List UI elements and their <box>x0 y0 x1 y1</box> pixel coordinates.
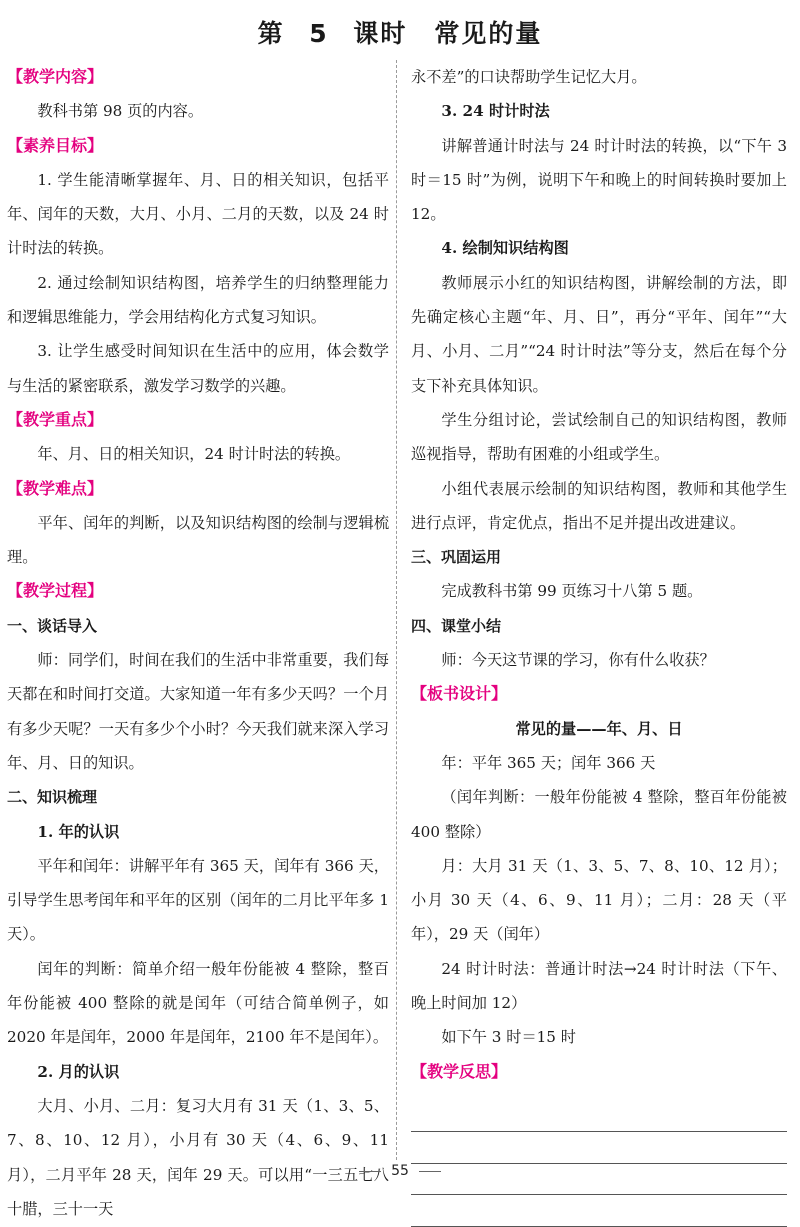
heading-reflection: 【教学反思】 <box>411 1061 508 1081</box>
goal-1: 1. 学生能清晰掌握年、月、日的相关知识，包括平年、闰年的天数，大月、小月、二月的天数，以及 24 时计时法的转换。 <box>7 170 389 258</box>
page-number: 55 <box>391 1163 409 1179</box>
heading-key-points: 【教学重点】 <box>7 409 104 429</box>
difficulties-text: 平年、闰年的判断，以及知识结构图的绘制与逻辑梳理。 <box>7 513 389 567</box>
subsection-chart-heading: 4. 绘制知识结构图 <box>441 239 569 258</box>
heading-board-design: 【板书设计】 <box>411 684 508 704</box>
subsection-month-heading: 2. 月的认识 <box>37 1062 120 1081</box>
chart-text-3: 小组代表展示绘制的知识结构图，教师和其他学生进行点评，肯定优点，指出不足并提出改进建议。 <box>411 479 787 532</box>
teaching-content-text: 教科书第 98 页的内容。 <box>37 102 204 121</box>
section-intro-heading: 一、谈话导入 <box>7 616 98 635</box>
heading-process: 【教学过程】 <box>7 581 104 601</box>
year-text-1: 平年和闰年：讲解平年有 365 天，闰年有 366 天，引导学生思考闰年和平年的区别（闰年的二月比平年多 1 天）。 <box>7 856 389 944</box>
board-24h: 24 时计时法：普通计时法→24 时计时法（下午、晚上时间加 12） <box>411 959 787 1013</box>
practice-text: 完成教科书第 99 页练习十八第 5 题。 <box>441 582 703 601</box>
time24-text: 讲解普通计时法与 24 时计时法的转换，以“下午 3 时＝15 时”为例，说明下午和晚上的时间转换时要加上 12。 <box>411 136 787 224</box>
subsection-year-heading: 1. 年的认识 <box>37 822 120 841</box>
year-text-2: 闰年的判断：简单介绍一般年份能被 4 整除，整百年份能被 400 整除的就是闰年（可结合简单例子，如 2020 年是闰年，2000 年是闰年，2100 年不是闰年）。 <box>7 959 389 1047</box>
summary-text: 师：今天这节课的学习，你有什么收获？ <box>441 651 715 670</box>
page-title: 第 5 课时 常见的量 <box>257 19 543 48</box>
section-summary-heading: 四、课堂小结 <box>411 616 502 635</box>
writing-line <box>411 1101 787 1133</box>
writing-line <box>411 1132 787 1164</box>
goal-3: 3. 让学生感受时间知识在生活中的应用，体会数学与生活的紧密联系，激发学习数学的兴趣。 <box>7 342 389 395</box>
intro-text: 师：同学们，时间在我们的生活中非常重要，我们每天都在和时间打交道。大家知道一年有多少天吗？一个月有多少天呢？一天有多少个小时？今天我们就来深入学习年、月、日的知识。 <box>7 651 389 772</box>
footer-dash-left <box>359 1171 381 1172</box>
page-number-footer <box>0 1163 800 1179</box>
board-year: 年：平年 365 天；闰年 366 天 <box>441 753 656 772</box>
chart-text-1: 教师展示小红的知识结构图，讲解绘制的方法，即先确定核心主题“年、月、日”，再分“平年、闰年”“大月、小月、二月”“24 时计时法”等分支，然后在每个分支下补充具体知识。 <box>411 273 787 395</box>
subsection-24h-heading: 3. 24 时计时法 <box>441 102 550 121</box>
footer-dash-right <box>419 1171 441 1172</box>
board-example: 如下午 3 时＝15 时 <box>441 1028 576 1047</box>
key-points-text: 年、月、日的相关知识，24 时计时法的转换。 <box>37 445 351 464</box>
board-month: 月：大月 31 天（1、3、5、7、8、10、12 月）；小月 30 天（4、6、9、11 月）；二月：28 天（平年），29 天（闰年） <box>411 856 787 944</box>
heading-goals: 【素养目标】 <box>7 135 104 155</box>
writing-line <box>411 1195 787 1227</box>
board-leap-rule: （闰年判断：一般年份能被 4 整除，整百年份能被 400 整除） <box>411 788 787 841</box>
right-column <box>411 60 787 1227</box>
chart-text-2: 学生分组讨论，尝试绘制自己的知识结构图，教师巡视指导，帮助有困难的小组或学生。 <box>411 410 787 464</box>
heading-teaching-content: 【教学内容】 <box>7 67 104 86</box>
section-knowledge-heading: 二、知识梳理 <box>7 788 98 807</box>
month-text-continued: 永不差”的口诀帮助学生记忆大月。 <box>411 68 647 86</box>
left-column <box>7 60 389 1226</box>
board-title: 常见的量——年、月、日 <box>515 719 683 738</box>
goal-2: 2. 通过绘制知识结构图，培养学生的归纳整理能力和逻辑思维能力，学会用结构化方式复习知识。 <box>7 273 389 327</box>
heading-difficulties: 【教学难点】 <box>7 478 104 498</box>
column-divider <box>396 60 397 1160</box>
month-text: 大月、小月、二月：复习大月有 31 天（1、3、5、7、8、10、12 月），小月有 30 天（4、6、9、11 月），二月平年 28 天，闰年 29 天。可以用“一三五七八十腊，三十一天 <box>7 1096 389 1218</box>
section-practice-heading: 三、巩固运用 <box>411 548 502 567</box>
